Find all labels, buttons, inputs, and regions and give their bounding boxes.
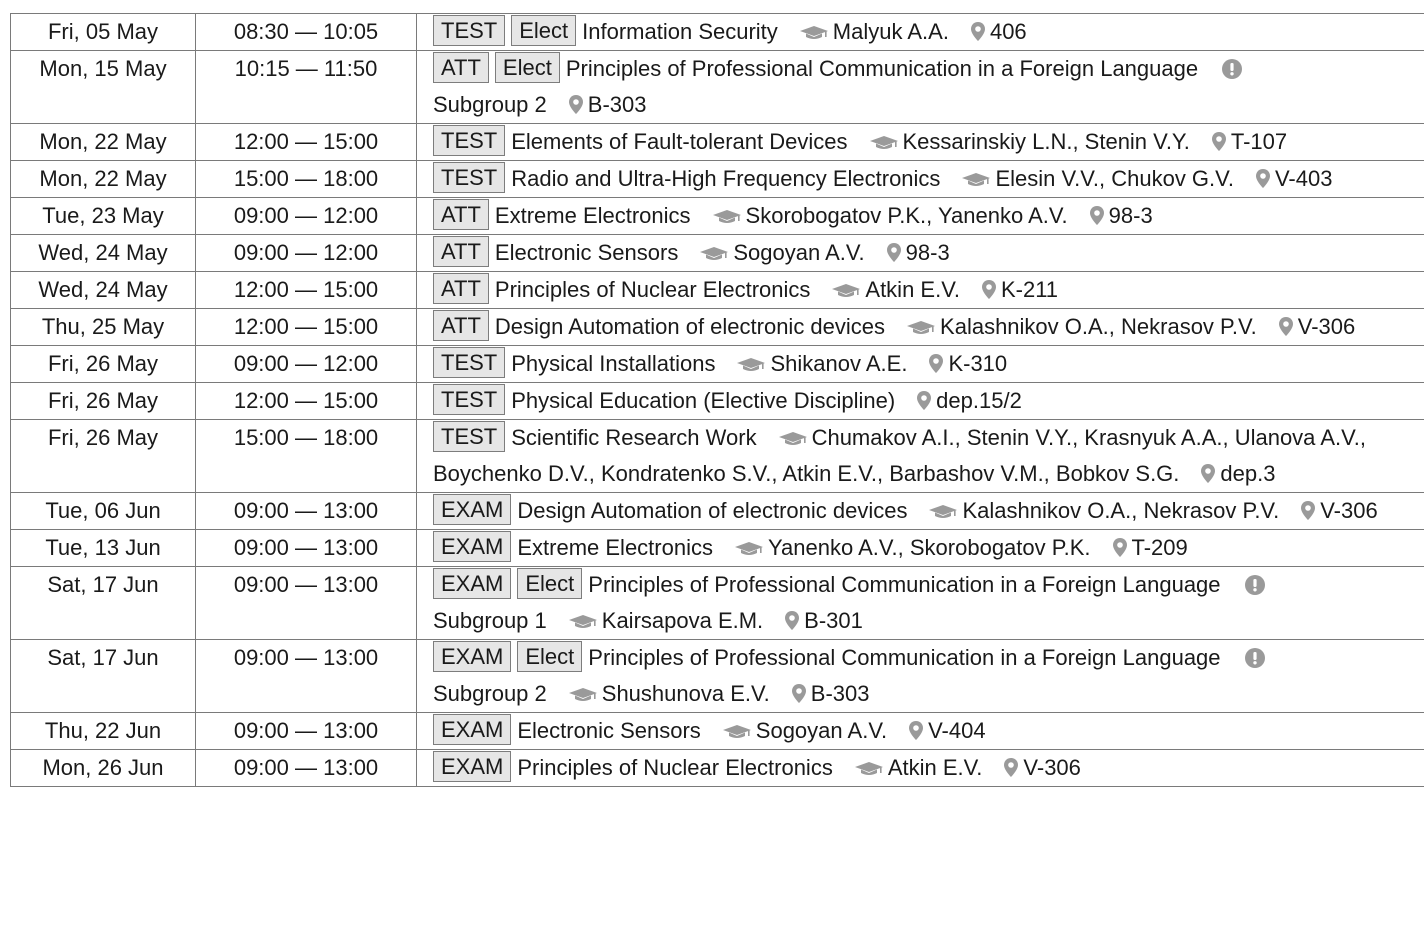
graduation-cap-icon — [723, 713, 751, 749]
map-pin-icon — [1201, 456, 1215, 492]
alert-icon[interactable] — [1198, 56, 1242, 81]
type-badge: Elect — [495, 52, 560, 83]
room-name[interactable]: 98-3 — [1108, 203, 1153, 228]
graduation-cap-icon — [569, 603, 597, 639]
time-cell: 09:00 — 13:00 — [196, 713, 417, 750]
graduation-cap-icon — [832, 272, 860, 308]
date-cell: Thu, 25 May — [11, 309, 196, 346]
map-pin-icon — [1004, 750, 1018, 786]
type-badge: Elect — [517, 641, 582, 672]
subject-name: Principles of Nuclear Electronics — [517, 755, 833, 780]
room-info — [785, 608, 863, 633]
date-cell: Sat, 17 Jun — [11, 640, 196, 713]
teacher-name[interactable]: Atkin E.V. — [887, 755, 983, 780]
type-badge: TEST — [433, 347, 505, 378]
type-badge: Elect — [511, 15, 576, 46]
teacher-name[interactable]: Shushunova E.V. — [601, 681, 770, 706]
table-row — [11, 713, 1424, 750]
time-cell: 09:00 — 13:00 — [196, 640, 417, 713]
type-badge: TEST — [433, 421, 505, 452]
subject-name: Electronic Sensors — [494, 240, 679, 265]
room-name[interactable]: B-303 — [587, 92, 647, 117]
type-badge: TEST — [433, 15, 505, 46]
room-name[interactable]: V-306 — [1023, 755, 1081, 780]
teacher-info — [800, 19, 949, 44]
teacher-info — [929, 498, 1279, 523]
table-row — [11, 530, 1424, 567]
teacher-name[interactable]: Shikanov A.E. — [770, 351, 908, 376]
subgroup-line — [433, 603, 1424, 639]
room-name[interactable]: 98-3 — [905, 240, 950, 265]
teacher-name[interactable]: Yanenko A.V., Skorobogatov P.K. — [767, 535, 1091, 560]
time-cell: 08:30 — 10:05 — [196, 14, 417, 51]
time-cell: 09:00 — 13:00 — [196, 493, 417, 530]
room-info — [1301, 498, 1378, 523]
map-pin-icon — [1212, 124, 1226, 160]
teacher-info — [735, 535, 1091, 560]
type-badge: EXAM — [433, 714, 511, 745]
type-badge: ATT — [433, 199, 489, 230]
subject-name: Principles of Professional Communication in a Foreign Language — [588, 572, 1221, 597]
subgroup-label: Subgroup 2 — [433, 681, 547, 706]
subject-name: Elements of Fault-tolerant Devices — [511, 129, 848, 154]
date-cell: Tue, 23 May — [11, 198, 196, 235]
table-row — [11, 51, 1424, 124]
table-row — [11, 346, 1424, 383]
table-row — [11, 161, 1424, 198]
teacher-info — [737, 351, 907, 376]
type-badge: TEST — [433, 384, 505, 415]
class-info-cell — [417, 750, 1424, 787]
room-info — [1256, 166, 1333, 191]
date-cell: Mon, 15 May — [11, 51, 196, 124]
map-pin-icon — [1113, 530, 1127, 566]
graduation-cap-icon — [737, 346, 765, 382]
subject-name: Electronic Sensors — [517, 718, 701, 743]
graduation-cap-icon — [735, 530, 763, 566]
teacher-info — [713, 203, 1068, 228]
room-info — [569, 92, 647, 117]
table-row — [11, 750, 1424, 787]
teacher-info — [832, 277, 960, 302]
subject-name: Design Automation of electronic devices — [494, 314, 886, 339]
teacher-name[interactable]: Skorobogatov P.K., Yanenko A.V. — [745, 203, 1068, 228]
date-cell: Mon, 26 Jun — [11, 750, 196, 787]
class-info-cell — [417, 14, 1424, 51]
table-row — [11, 383, 1424, 420]
subject-name: Principles of Nuclear Electronics — [494, 277, 811, 302]
time-cell: 09:00 — 13:00 — [196, 750, 417, 787]
graduation-cap-icon — [907, 309, 935, 345]
room-name[interactable]: V-404 — [928, 718, 986, 743]
type-badge: ATT — [433, 273, 489, 304]
map-pin-icon — [909, 713, 923, 749]
room-info — [887, 240, 950, 265]
type-badge: ATT — [433, 310, 489, 341]
table-row — [11, 493, 1424, 530]
date-cell: Sat, 17 Jun — [11, 567, 196, 640]
teacher-info — [723, 718, 887, 743]
teacher-info — [569, 681, 770, 706]
type-badge: ATT — [433, 52, 489, 83]
type-badge: Elect — [517, 568, 582, 599]
subject-name: Scientific Research Work — [511, 425, 757, 450]
subject-name: Extreme Electronics — [517, 535, 713, 560]
class-info-cell — [417, 713, 1424, 750]
date-cell: Fri, 26 May — [11, 420, 196, 493]
map-pin-icon — [785, 603, 799, 639]
class-info-cell — [417, 272, 1424, 309]
subject-name: Principles of Professional Communication in a Foreign Language — [565, 56, 1199, 81]
graduation-cap-icon — [700, 235, 728, 271]
subgroup-line — [433, 676, 1424, 712]
graduation-cap-icon — [962, 161, 990, 197]
room-info — [792, 681, 870, 706]
subject-name: Radio and Ultra-High Frequency Electronics — [511, 166, 941, 191]
map-pin-icon — [917, 383, 931, 419]
date-cell: Tue, 06 Jun — [11, 493, 196, 530]
room-name[interactable]: dep.3 — [1220, 461, 1276, 486]
room-name[interactable]: T-107 — [1230, 129, 1288, 154]
graduation-cap-icon — [800, 14, 828, 50]
alert-icon[interactable] — [1221, 572, 1265, 597]
room-name[interactable]: V-306 — [1297, 314, 1356, 339]
graduation-cap-icon — [569, 676, 597, 712]
map-pin-icon — [1279, 309, 1293, 345]
class-info-cell — [417, 235, 1424, 272]
map-pin-icon — [1301, 493, 1315, 529]
teacher-name[interactable]: Kalashnikov O.A., Nekrasov P.V. — [940, 314, 1257, 339]
subject-name: Principles of Professional Communication in a Foreign Language — [588, 645, 1221, 670]
room-info — [1279, 314, 1356, 339]
room-name[interactable]: K-211 — [1000, 277, 1059, 302]
class-info-cell — [417, 309, 1424, 346]
subject-name: Physical Education (Elective Discipline) — [511, 388, 896, 413]
room-name[interactable]: B-301 — [804, 608, 863, 633]
room-info — [909, 718, 986, 743]
class-info-cell — [417, 51, 1424, 124]
room-info — [1212, 129, 1287, 154]
teacher-name[interactable]: Atkin E.V. — [865, 277, 960, 302]
table-row — [11, 640, 1424, 713]
time-cell: 12:00 — 15:00 — [196, 124, 417, 161]
schedule-body — [11, 14, 1424, 787]
map-pin-icon — [982, 272, 996, 308]
room-info — [1113, 535, 1188, 560]
time-cell: 15:00 — 18:00 — [196, 161, 417, 198]
subgroup-label: Subgroup 1 — [433, 608, 547, 633]
date-cell: Mon, 22 May — [11, 124, 196, 161]
time-cell: 10:15 — 11:50 — [196, 51, 417, 124]
room-name[interactable]: dep.15/2 — [936, 388, 1022, 413]
graduation-cap-icon — [870, 124, 898, 160]
map-pin-icon — [887, 235, 901, 271]
map-pin-icon — [1090, 198, 1104, 234]
class-info-cell — [417, 530, 1424, 567]
room-name[interactable]: 406 — [989, 19, 1027, 44]
graduation-cap-icon — [855, 750, 883, 786]
type-badge: EXAM — [433, 751, 511, 782]
teacher-info — [962, 166, 1234, 191]
teacher-name[interactable]: Kairsapova E.M. — [601, 608, 764, 633]
class-info-cell — [417, 124, 1424, 161]
graduation-cap-icon — [929, 493, 957, 529]
room-info — [982, 277, 1058, 302]
type-badge: EXAM — [433, 494, 511, 525]
date-cell: Fri, 26 May — [11, 346, 196, 383]
room-info — [971, 19, 1027, 44]
time-cell: 09:00 — 13:00 — [196, 530, 417, 567]
class-info-cell — [417, 346, 1424, 383]
room-info — [917, 388, 1022, 413]
table-row — [11, 235, 1424, 272]
teacher-info — [855, 755, 983, 780]
time-cell: 09:00 — 12:00 — [196, 198, 417, 235]
schedule-table — [10, 13, 1424, 787]
teacher-info — [907, 314, 1257, 339]
subgroup-line — [433, 87, 1424, 123]
alert-icon[interactable] — [1221, 645, 1265, 670]
type-badge: EXAM — [433, 641, 511, 672]
subject-name: Information Security — [582, 19, 778, 44]
map-pin-icon — [1256, 161, 1270, 197]
subject-name: Design Automation of electronic devices — [517, 498, 908, 523]
date-cell: Wed, 24 May — [11, 272, 196, 309]
teacher-info — [569, 608, 763, 633]
table-row — [11, 309, 1424, 346]
room-info — [1090, 203, 1153, 228]
table-row — [11, 14, 1424, 51]
map-pin-icon — [971, 14, 985, 50]
class-info-cell — [417, 567, 1424, 640]
date-cell: Tue, 13 Jun — [11, 530, 196, 567]
type-badge: EXAM — [433, 531, 511, 562]
class-info-cell — [417, 420, 1424, 493]
subgroup-label: Subgroup 2 — [433, 92, 547, 117]
teacher-name[interactable]: Chumakov A.I., Stenin V.Y., Krasnyuk A.A., Ulanova A.V., Boychenko D.V., Kondratenko S.V., Atkin E.V., Barbashov V.M., Bobkov S.G. — [433, 425, 1366, 486]
graduation-cap-icon — [713, 198, 741, 234]
class-info-cell — [417, 383, 1424, 420]
graduation-cap-icon — [779, 420, 807, 456]
time-cell: 12:00 — 15:00 — [196, 383, 417, 420]
table-row — [11, 420, 1424, 493]
table-row — [11, 124, 1424, 161]
teacher-name[interactable]: Kessarinskiy L.N., Stenin V.Y. — [902, 129, 1190, 154]
date-cell: Wed, 24 May — [11, 235, 196, 272]
map-pin-icon — [569, 87, 583, 123]
map-pin-icon — [929, 346, 943, 382]
room-name[interactable]: V-306 — [1320, 498, 1378, 523]
room-name[interactable]: K-310 — [948, 351, 1008, 376]
room-info — [1201, 461, 1275, 486]
teacher-name[interactable]: Elesin V.V., Chukov G.V. — [995, 166, 1234, 191]
class-info-cell — [417, 493, 1424, 530]
subject-name: Extreme Electronics — [494, 203, 691, 228]
teacher-info — [700, 240, 864, 265]
date-cell: Thu, 22 Jun — [11, 713, 196, 750]
time-cell: 09:00 — 12:00 — [196, 346, 417, 383]
type-badge: TEST — [433, 162, 505, 193]
time-cell: 12:00 — 15:00 — [196, 272, 417, 309]
time-cell: 12:00 — 15:00 — [196, 309, 417, 346]
time-cell: 09:00 — 12:00 — [196, 235, 417, 272]
room-name[interactable]: V-403 — [1274, 166, 1333, 191]
date-cell: Fri, 05 May — [11, 14, 196, 51]
type-badge: EXAM — [433, 568, 511, 599]
type-badge: TEST — [433, 125, 505, 156]
date-cell: Fri, 26 May — [11, 383, 196, 420]
class-info-cell — [417, 640, 1424, 713]
teacher-name[interactable]: Malyuk A.A. — [832, 19, 949, 44]
teacher-name[interactable]: Sogoyan A.V. — [755, 718, 888, 743]
room-name[interactable]: B-303 — [810, 681, 870, 706]
teacher-name[interactable]: Kalashnikov O.A., Nekrasov P.V. — [962, 498, 1280, 523]
table-row — [11, 567, 1424, 640]
type-badge: ATT — [433, 236, 489, 267]
table-row — [11, 198, 1424, 235]
room-info — [929, 351, 1007, 376]
room-name[interactable]: T-209 — [1131, 535, 1188, 560]
class-info-cell — [417, 161, 1424, 198]
time-cell: 15:00 — 18:00 — [196, 420, 417, 493]
teacher-info — [870, 129, 1190, 154]
time-cell: 09:00 — 13:00 — [196, 567, 417, 640]
class-info-cell — [417, 198, 1424, 235]
teacher-name[interactable]: Sogoyan A.V. — [733, 240, 865, 265]
date-cell: Mon, 22 May — [11, 161, 196, 198]
room-info — [1004, 755, 1081, 780]
table-row — [11, 272, 1424, 309]
subject-name: Physical Installations — [511, 351, 716, 376]
map-pin-icon — [792, 676, 806, 712]
